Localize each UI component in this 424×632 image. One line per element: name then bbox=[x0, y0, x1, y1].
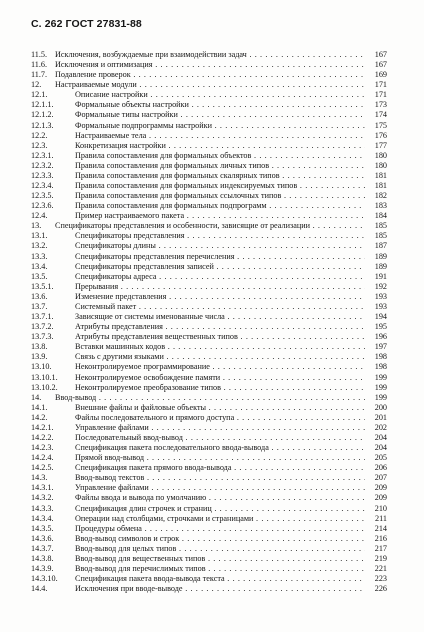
toc-entry bbox=[31, 201, 387, 211]
toc-entry-title: Вставки машинных кодов . . . bbox=[75, 342, 365, 352]
toc-entry-number: 14.3.5. bbox=[31, 523, 54, 533]
toc-entry-title: Управление файлами . . . bbox=[75, 483, 365, 493]
toc-entry-title: Правила сопоставления для формальных индексируемых типов . . . bbox=[75, 181, 365, 191]
toc-entry bbox=[31, 272, 387, 282]
toc-entry-number: 13.7. bbox=[31, 301, 48, 311]
toc-entry-page: 221 bbox=[365, 564, 387, 574]
toc-entry-title: Спецификация пакета последовательного ввода-вывода . . . bbox=[75, 443, 365, 453]
toc-entry-page: 205 bbox=[365, 453, 387, 463]
toc-entry-title: Атрибуты представления . . . bbox=[75, 322, 365, 332]
toc-entry-page: 202 bbox=[365, 423, 387, 433]
toc-entry-title: Спецификация пакета ввода-вывода текста . . . bbox=[75, 574, 365, 584]
toc-entry bbox=[31, 352, 387, 362]
toc-entry-page: 209 bbox=[365, 493, 387, 503]
toc-entry-page: 193 bbox=[365, 292, 387, 302]
toc-entry bbox=[31, 221, 387, 231]
toc-entry-number: 14.3.1. bbox=[31, 483, 54, 493]
toc-entry bbox=[31, 362, 387, 372]
toc-entry-title: Настраиваемые модули . . . bbox=[55, 80, 365, 90]
toc-entry-page: 189 bbox=[365, 252, 387, 262]
toc-entry-title: Правила сопоставления для формальных скалярных типов . . . bbox=[75, 171, 365, 181]
toc-entry bbox=[31, 121, 387, 131]
toc-entry-number: 12.1.3. bbox=[31, 120, 54, 130]
toc-entry bbox=[31, 413, 387, 423]
toc-entry-title: Внешние файлы и файловые объекты . . . bbox=[75, 403, 365, 413]
toc-entry bbox=[31, 423, 387, 433]
toc-entry-page: 199 bbox=[365, 393, 387, 403]
toc-entry-number: 14.2. bbox=[31, 412, 48, 422]
toc-entry bbox=[31, 524, 387, 534]
toc-entry-title: Спецификация длин строчек и страниц . . . bbox=[75, 504, 365, 514]
toc-entry-number: 11.6. bbox=[31, 60, 48, 70]
toc-entry bbox=[31, 80, 387, 90]
toc-entry bbox=[31, 483, 387, 493]
toc-entry-title: Последовательный ввод-вывод . . . bbox=[75, 433, 365, 443]
toc-entry-title: Прерывания . . . bbox=[75, 282, 365, 292]
toc-entry-title: Правила сопоставления для формальных объектов . . . bbox=[75, 151, 365, 161]
toc-entry bbox=[31, 211, 387, 221]
toc-entry-number: 14.2.4. bbox=[31, 453, 54, 463]
toc-entry-title: Правила сопоставления для формальных подпрограмм . . . bbox=[75, 201, 365, 211]
toc-entry-title: Формальные объекты настройки . . . bbox=[75, 100, 365, 110]
toc-entry-page: 171 bbox=[365, 80, 387, 90]
toc-entry-number: 12.3.1. bbox=[31, 150, 54, 160]
toc-entry-page: 195 bbox=[365, 322, 387, 332]
toc-entry-number: 12.3. bbox=[31, 140, 48, 150]
toc-entry-title: Спецификация пакета прямого ввода-вывода . . . bbox=[75, 463, 365, 473]
toc-entry bbox=[31, 241, 387, 251]
toc-entry bbox=[31, 282, 387, 292]
toc-entry-number: 14.3.3. bbox=[31, 503, 54, 513]
toc-entry-number: 14.3.4. bbox=[31, 513, 54, 523]
toc-entry-title: Процедуры обмена . . . bbox=[75, 524, 365, 534]
toc-entry-page: 182 bbox=[365, 191, 387, 201]
toc-entry-number: 14.3.8. bbox=[31, 553, 54, 563]
toc-entry-title: Прямой ввод-вывод . . . bbox=[75, 453, 365, 463]
toc-entry-number: 12.4. bbox=[31, 211, 48, 221]
toc-entry bbox=[31, 100, 387, 110]
toc-entry-number: 12.3.5. bbox=[31, 191, 54, 201]
toc-entry-title: Ввод-вывод для вещественных типов . . . bbox=[75, 554, 365, 564]
toc-entry-page: 173 bbox=[365, 100, 387, 110]
toc-entry-page: 167 bbox=[365, 50, 387, 60]
toc-entry-page: 204 bbox=[365, 443, 387, 453]
toc-entry bbox=[31, 403, 387, 413]
toc-entry-page: 209 bbox=[365, 483, 387, 493]
toc-entry-number: 13.10. bbox=[31, 362, 52, 372]
toc-entry-title: Спецификаторы представления записей . . . bbox=[75, 262, 365, 272]
toc-entry-page: 204 bbox=[365, 433, 387, 443]
table-of-contents bbox=[31, 50, 387, 594]
toc-entry-page: 214 bbox=[365, 524, 387, 534]
toc-entry-page: 189 bbox=[365, 262, 387, 272]
toc-entry bbox=[31, 90, 387, 100]
toc-entry-title: Ввод-вывод для перечислимых типов . . . bbox=[75, 564, 365, 574]
toc-entry-number: 14.3.6. bbox=[31, 533, 54, 543]
toc-entry bbox=[31, 383, 387, 393]
toc-entry bbox=[31, 564, 387, 574]
toc-entry-page: 200 bbox=[365, 403, 387, 413]
toc-entry-number: 12.3.6. bbox=[31, 201, 54, 211]
toc-entry-number: 12.1.2. bbox=[31, 110, 54, 120]
toc-entry bbox=[31, 322, 387, 332]
toc-entry bbox=[31, 231, 387, 241]
toc-entry bbox=[31, 473, 387, 483]
toc-entry-title: Конкретизация настройки . . . bbox=[75, 141, 365, 151]
toc-entry-number: 14.3. bbox=[31, 473, 48, 483]
toc-entry-page: 174 bbox=[365, 110, 387, 120]
toc-entry bbox=[31, 262, 387, 272]
toc-entry-number: 14.2.2. bbox=[31, 432, 54, 442]
toc-entry-title: Атрибуты представления вещественных типов . . . bbox=[75, 332, 365, 342]
toc-entry-page: 180 bbox=[365, 151, 387, 161]
toc-entry bbox=[31, 131, 387, 141]
toc-entry-title: Неконтролируемое освобождение памяти . . . bbox=[75, 373, 365, 383]
toc-entry-number: 14.2.3. bbox=[31, 443, 54, 453]
toc-entry-page: 187 bbox=[365, 241, 387, 251]
toc-entry-title: Управление файлами . . . bbox=[75, 423, 365, 433]
toc-entry-title: Настраиваемые тела . . . bbox=[75, 131, 365, 141]
toc-entry bbox=[31, 534, 387, 544]
toc-entry-number: 12.3.3. bbox=[31, 170, 54, 180]
toc-entry-page: 211 bbox=[365, 514, 387, 524]
toc-entry bbox=[31, 70, 387, 80]
toc-entry-number: 13. bbox=[31, 221, 42, 231]
toc-entry-number: 14.3.9. bbox=[31, 563, 54, 573]
toc-entry-page: 206 bbox=[365, 463, 387, 473]
toc-entry-number: 13.7.1. bbox=[31, 312, 54, 322]
toc-entry-page: 171 bbox=[365, 90, 387, 100]
toc-entry-number: 13.5.1. bbox=[31, 281, 54, 291]
toc-entry-title: Неконтролируемое преобразование типов . . . bbox=[75, 383, 365, 393]
page-header: С. 262 ГОСТ 27831-88 bbox=[31, 18, 142, 30]
toc-entry bbox=[31, 292, 387, 302]
toc-entry bbox=[31, 443, 387, 453]
toc-entry-number: 14.3.10. bbox=[31, 574, 58, 584]
toc-entry-number: 14.2.5. bbox=[31, 463, 54, 473]
toc-entry-number: 12.1. bbox=[31, 90, 48, 100]
toc-entry-number: 11.5. bbox=[31, 50, 48, 59]
toc-entry-number: 14.3.2. bbox=[31, 493, 54, 503]
toc-entry bbox=[31, 302, 387, 312]
toc-entry bbox=[31, 151, 387, 161]
toc-entry bbox=[31, 393, 387, 403]
toc-entry bbox=[31, 171, 387, 181]
toc-entry-number: 13.8. bbox=[31, 342, 48, 352]
toc-entry-page: 185 bbox=[365, 231, 387, 241]
toc-entry-page: 198 bbox=[365, 362, 387, 372]
toc-entry-page: 194 bbox=[365, 312, 387, 322]
toc-entry-number: 12. bbox=[31, 80, 42, 90]
toc-entry-title: Формальные подпрограммы настройки . . . bbox=[75, 121, 365, 131]
toc-entry-title: Ввод-вывод текстов . . . bbox=[75, 473, 365, 483]
toc-entry-page: 196 bbox=[365, 332, 387, 342]
toc-entry-title: Операции над столбцами, строчками и страницами . . . bbox=[75, 514, 365, 524]
toc-entry-title: Изменение представления . . . bbox=[75, 292, 365, 302]
toc-entry-number: 13.7.3. bbox=[31, 332, 54, 342]
toc-entry-page: 184 bbox=[365, 211, 387, 221]
toc-entry-page: 192 bbox=[365, 282, 387, 292]
toc-entry-number: 14. bbox=[31, 392, 42, 402]
toc-entry-page: 217 bbox=[365, 544, 387, 554]
toc-entry-page: 180 bbox=[365, 161, 387, 171]
toc-entry bbox=[31, 493, 387, 503]
toc-entry-number: 14.1. bbox=[31, 402, 48, 412]
toc-entry bbox=[31, 110, 387, 120]
toc-entry bbox=[31, 544, 387, 554]
toc-entry-page: 199 bbox=[365, 373, 387, 383]
toc-entry-number: 11.7. bbox=[31, 70, 48, 80]
toc-entry-page: 181 bbox=[365, 181, 387, 191]
toc-entry-page: 181 bbox=[365, 171, 387, 181]
toc-entry-number: 14.4. bbox=[31, 584, 48, 594]
toc-entry-number: 13.7.2. bbox=[31, 322, 54, 332]
toc-entry bbox=[31, 141, 387, 151]
toc-entry bbox=[31, 453, 387, 463]
toc-entry-title: Правила сопоставления для формальных личных типов . . . bbox=[75, 161, 365, 171]
toc-entry-page: 176 bbox=[365, 131, 387, 141]
toc-entry-number: 13.10.2. bbox=[31, 382, 58, 392]
toc-entry-number: 13.9. bbox=[31, 352, 48, 362]
toc-entry bbox=[31, 584, 387, 594]
toc-entry bbox=[31, 161, 387, 171]
toc-entry-page: 201 bbox=[365, 413, 387, 423]
toc-entry-page: 167 bbox=[365, 60, 387, 70]
toc-entry-title: Подавление проверок . . . bbox=[55, 70, 365, 80]
toc-entry-number: 13.3. bbox=[31, 251, 48, 261]
toc-entry-title: Системный пакет . . . bbox=[75, 302, 365, 312]
toc-entry-title: Ввод-вывод . . . bbox=[55, 393, 365, 403]
toc-entry-title: Зависящие от системы именованные числа . . . bbox=[75, 312, 365, 322]
toc-entry bbox=[31, 554, 387, 564]
toc-entry-number: 13.1. bbox=[31, 231, 48, 241]
toc-entry-title: Формальные типы настройки . . . bbox=[75, 110, 365, 120]
toc-entry bbox=[31, 191, 387, 201]
toc-entry bbox=[31, 312, 387, 322]
toc-entry-title: Исключения и оптимизация . . . bbox=[55, 60, 365, 70]
toc-entry bbox=[31, 332, 387, 342]
toc-entry-title: Исключения, возбуждаемые при взаимодействии задач . . . bbox=[55, 50, 365, 60]
toc-entry-page: 177 bbox=[365, 141, 387, 151]
toc-entry-page: 216 bbox=[365, 534, 387, 544]
toc-entry-number: 12.2. bbox=[31, 130, 48, 140]
toc-entry-title: Файлы ввода и вывода по умолчанию . . . bbox=[75, 493, 365, 503]
toc-entry-page: 197 bbox=[365, 342, 387, 352]
toc-entry-number: 12.3.4. bbox=[31, 181, 54, 191]
toc-entry-number: 12.3.2. bbox=[31, 160, 54, 170]
toc-entry bbox=[31, 574, 387, 584]
toc-entry-title: Правила сопоставления для формальных ссылочных типов . . . bbox=[75, 191, 365, 201]
toc-entry-number: 14.3.7. bbox=[31, 543, 54, 553]
toc-entry bbox=[31, 514, 387, 524]
toc-entry-title: Ввод-вывод символов и строк . . . bbox=[75, 534, 365, 544]
toc-entry-number: 13.4. bbox=[31, 261, 48, 271]
toc-entry-number: 12.1.1. bbox=[31, 100, 54, 110]
toc-entry bbox=[31, 60, 387, 70]
toc-entry-page: 193 bbox=[365, 302, 387, 312]
toc-entry bbox=[31, 504, 387, 514]
toc-entry-page: 175 bbox=[365, 121, 387, 131]
toc-entry bbox=[31, 252, 387, 262]
toc-entry-number: 13.6. bbox=[31, 291, 48, 301]
toc-entry-title: Спецификаторы длины . . . bbox=[75, 241, 365, 251]
toc-entry bbox=[31, 181, 387, 191]
toc-entry-page: 185 bbox=[365, 221, 387, 231]
toc-entry-page: 191 bbox=[365, 272, 387, 282]
toc-entry-page: 219 bbox=[365, 554, 387, 564]
toc-entry-title: Ввод-вывод для целых типов . . . bbox=[75, 544, 365, 554]
toc-entry-page: 207 bbox=[365, 473, 387, 483]
toc-entry-number: 14.2.1. bbox=[31, 422, 54, 432]
toc-entry-title: Исключения при вводе-выводе . . . bbox=[75, 584, 365, 594]
toc-entry-title: Пример настраиваемого пакета . . . bbox=[75, 211, 365, 221]
toc-entry-title: Спецификаторы представления . . . bbox=[75, 231, 365, 241]
toc-entry-number: 13.5. bbox=[31, 271, 48, 281]
toc-entry-page: 199 bbox=[365, 383, 387, 393]
toc-entry-page: 169 bbox=[365, 70, 387, 80]
toc-entry-title: Неконтролируемое программирование . . . bbox=[75, 362, 365, 372]
toc-entry bbox=[31, 463, 387, 473]
toc-entry bbox=[31, 373, 387, 383]
toc-entry-page: 226 bbox=[365, 584, 387, 594]
toc-entry-number: 13.2. bbox=[31, 241, 48, 251]
toc-entry bbox=[31, 342, 387, 352]
toc-entry-page: 183 bbox=[365, 201, 387, 211]
toc-entry-number: 13.10.1. bbox=[31, 372, 58, 382]
toc-entry-title: Связь с другими языками . . . bbox=[75, 352, 365, 362]
toc-entry-page: 223 bbox=[365, 574, 387, 584]
toc-entry-page: 198 bbox=[365, 352, 387, 362]
toc-entry bbox=[31, 433, 387, 443]
toc-entry bbox=[31, 50, 387, 60]
toc-entry-page: 210 bbox=[365, 504, 387, 514]
toc-entry-title: Спецификаторы адреса . . . bbox=[75, 272, 365, 282]
toc-entry-title: Спецификаторы представления перечисления . . . bbox=[75, 252, 365, 262]
toc-entry-title: Спецификаторы представления и особенности, зависящие от реализации . . . bbox=[55, 221, 365, 231]
toc-entry-title: Файлы последовательного и прямого доступа . . . bbox=[75, 413, 365, 423]
toc-entry-title: Описание настройки . . . bbox=[75, 90, 365, 100]
